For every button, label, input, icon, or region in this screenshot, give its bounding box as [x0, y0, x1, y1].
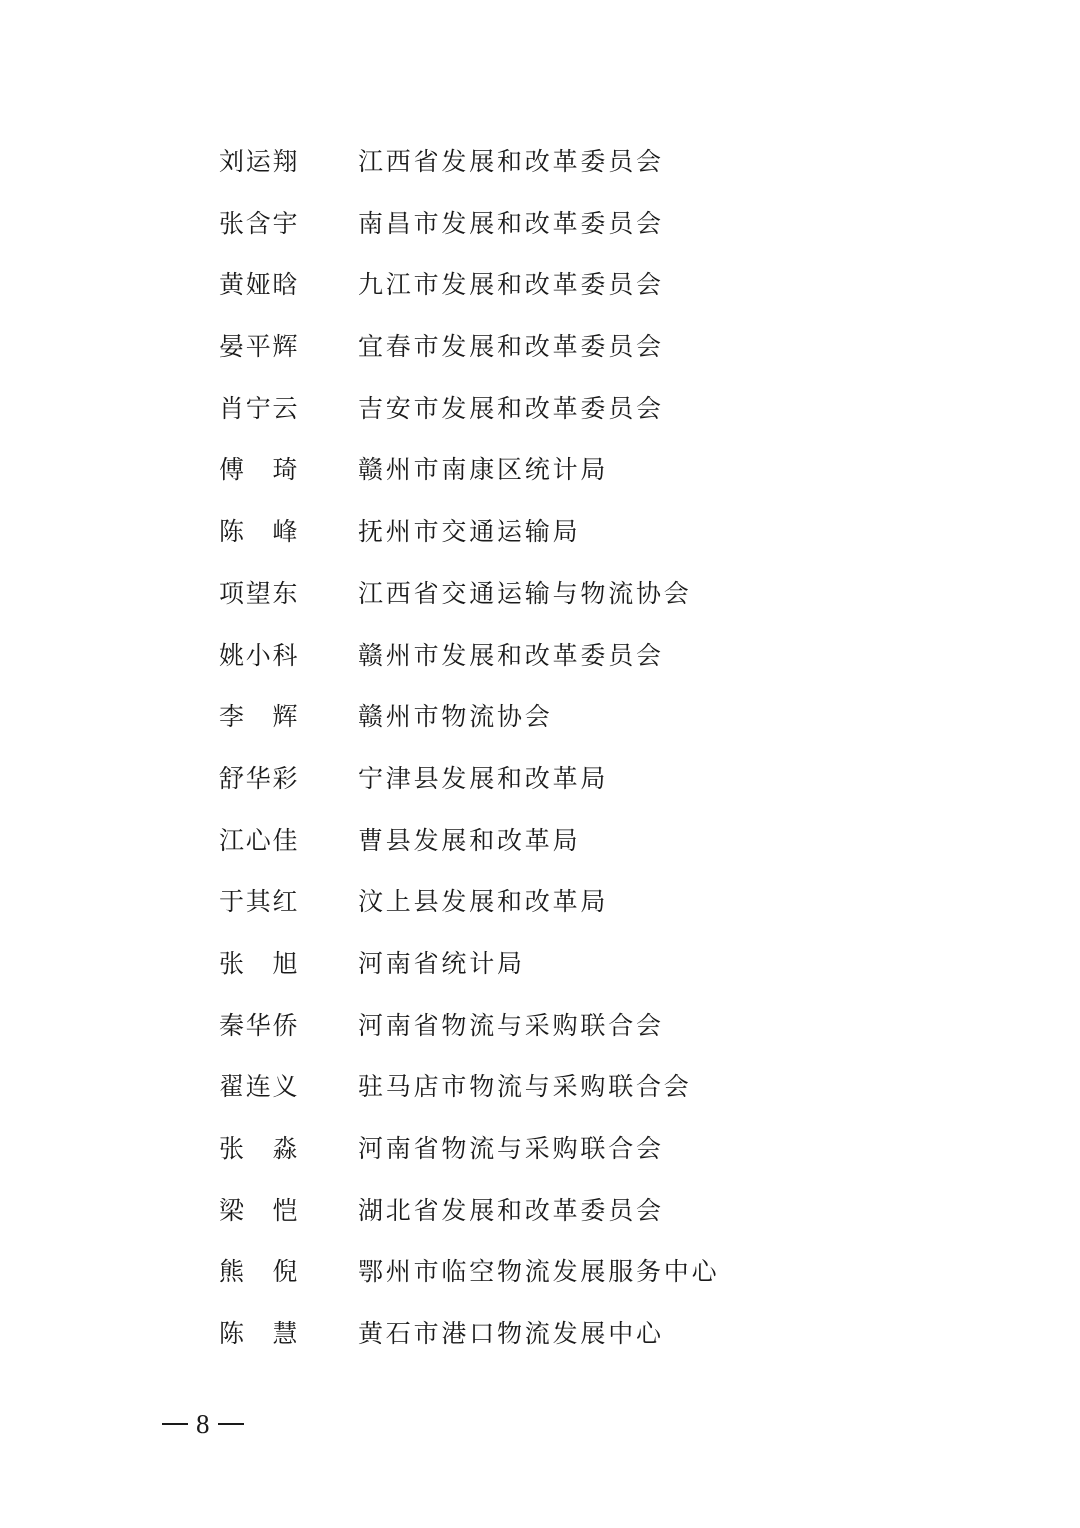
name-char: 娅: [245, 270, 273, 300]
list-item: [219, 883, 719, 945]
list-item: [219, 637, 719, 699]
person-name: [219, 1315, 299, 1353]
list-item: [219, 760, 719, 822]
organization-name: 抚州市交通运输局: [358, 517, 581, 547]
page-footer: [162, 1404, 244, 1444]
organization-name: 九江市发展和改革委员会: [358, 270, 664, 300]
list-item: [219, 822, 719, 884]
person-name: [219, 1130, 299, 1168]
organization-name: 宁津县发展和改革局: [358, 763, 609, 793]
name-char: 肖: [219, 393, 246, 423]
organization-name: 赣州市南康区统计局: [358, 455, 609, 485]
name-char: 佳: [272, 825, 299, 855]
list-item: [219, 266, 719, 328]
organization-name: 江西省发展和改革委员会: [358, 147, 664, 176]
name-char: 晗: [272, 270, 299, 300]
name-char: 华: [245, 1010, 273, 1040]
name-char: 刘: [219, 147, 246, 176]
person-name: [219, 760, 299, 798]
list-item: [219, 698, 719, 760]
organization-name: 鄂州市临空物流发展服务中心: [358, 1257, 720, 1287]
list-item: [219, 1192, 719, 1254]
person-name: [219, 575, 299, 613]
name-char: 翔: [272, 147, 299, 176]
person-name: [219, 822, 299, 860]
organization-name: 汶上县发展和改革局: [358, 887, 609, 917]
name-char: 义: [272, 1072, 299, 1102]
name-char: 旭: [272, 948, 299, 978]
name-char: 李: [219, 702, 246, 732]
name-char: 望: [245, 578, 273, 608]
list-item: [219, 451, 719, 513]
name-char: 晏: [219, 332, 246, 362]
name-char: 红: [272, 887, 299, 917]
name-char: 含: [245, 208, 273, 238]
list-item: [219, 1253, 719, 1315]
organization-name: 黄石市港口物流发展中心: [358, 1319, 664, 1349]
name-char: 平: [245, 332, 273, 362]
organization-name: 南昌市发展和改革委员会: [358, 208, 664, 238]
dash-left: [162, 1423, 188, 1425]
list-item: [219, 1068, 719, 1130]
person-name: [219, 513, 299, 551]
name-char: 侨: [272, 1010, 299, 1040]
name-char: 辉: [272, 332, 299, 362]
name-char: 项: [219, 578, 246, 608]
organization-name: 吉安市发展和改革委员会: [358, 393, 664, 423]
organization-name: 曹县发展和改革局: [358, 825, 581, 855]
person-name: [219, 883, 299, 921]
person-name: [219, 1068, 299, 1106]
name-char: 心: [245, 825, 273, 855]
name-char: 熊: [219, 1257, 246, 1287]
name-char: 琦: [272, 455, 299, 485]
list-item: [219, 328, 719, 390]
list-item: [219, 390, 719, 452]
person-name: [219, 1192, 299, 1230]
name-char: 舒: [219, 763, 246, 793]
organization-name: 河南省物流与采购联合会: [358, 1010, 664, 1040]
organization-name: 宜春市发展和改革委员会: [358, 332, 664, 362]
name-char: 张: [219, 208, 246, 238]
organization-name: 驻马店市物流与采购联合会: [358, 1072, 692, 1102]
name-char: 宁: [245, 393, 273, 423]
list-item: [219, 1007, 719, 1069]
name-char: 翟: [219, 1072, 246, 1102]
name-char: 连: [245, 1072, 273, 1102]
organization-name: 河南省物流与采购联合会: [358, 1134, 664, 1163]
name-char: 秦: [219, 1010, 246, 1040]
name-char: 倪: [272, 1257, 299, 1287]
name-char: 东: [272, 578, 299, 608]
name-char: 陈: [219, 1319, 246, 1349]
organization-name: 江西省交通运输与物流协会: [358, 578, 692, 608]
name-char: 峰: [272, 517, 299, 547]
name-char: 梁: [219, 1195, 246, 1225]
name-char: 宇: [272, 208, 299, 238]
name-char: 华: [245, 763, 273, 793]
name-char: 其: [245, 887, 273, 917]
person-name: [219, 698, 299, 736]
name-char: 辉: [272, 702, 299, 732]
list-item: [219, 1130, 719, 1192]
name-char: 张: [219, 1134, 246, 1163]
organization-name: 河南省统计局: [358, 948, 525, 978]
person-name: [219, 266, 299, 304]
name-char: 淼: [272, 1134, 299, 1163]
name-char: 黄: [219, 270, 246, 300]
name-char: 慧: [272, 1319, 299, 1349]
list-item: [219, 575, 719, 637]
person-name: [219, 637, 299, 675]
organization-name: 赣州市物流协会: [358, 702, 553, 732]
page-number: 8: [196, 1409, 210, 1439]
list-item: [219, 513, 719, 575]
name-char: 张: [219, 948, 246, 978]
list-item: [219, 945, 719, 1007]
list-item: [219, 143, 719, 205]
list-item: [219, 205, 719, 267]
name-char: 科: [272, 640, 299, 670]
dash-right: [218, 1423, 244, 1425]
person-name: [219, 390, 299, 428]
person-name: [219, 451, 299, 489]
name-char: 彩: [272, 763, 299, 793]
organization-name: 湖北省发展和改革委员会: [358, 1195, 664, 1225]
list-item: [219, 1315, 719, 1377]
name-char: 陈: [219, 517, 246, 547]
person-name: [219, 1007, 299, 1045]
name-char: 小: [245, 640, 273, 670]
person-name: [219, 945, 299, 983]
name-char: 傅: [219, 455, 246, 485]
name-char: 江: [219, 825, 246, 855]
organization-name: 赣州市发展和改革委员会: [358, 640, 664, 670]
person-name: [219, 328, 299, 366]
name-char: 运: [245, 147, 273, 176]
person-name: [219, 1253, 299, 1291]
name-char: 于: [219, 887, 246, 917]
name-list: [219, 143, 719, 1377]
name-char: 云: [272, 393, 299, 423]
name-char: 恺: [272, 1195, 299, 1225]
name-char: 姚: [219, 640, 246, 670]
person-name: [219, 205, 299, 243]
person-name: [219, 143, 299, 181]
